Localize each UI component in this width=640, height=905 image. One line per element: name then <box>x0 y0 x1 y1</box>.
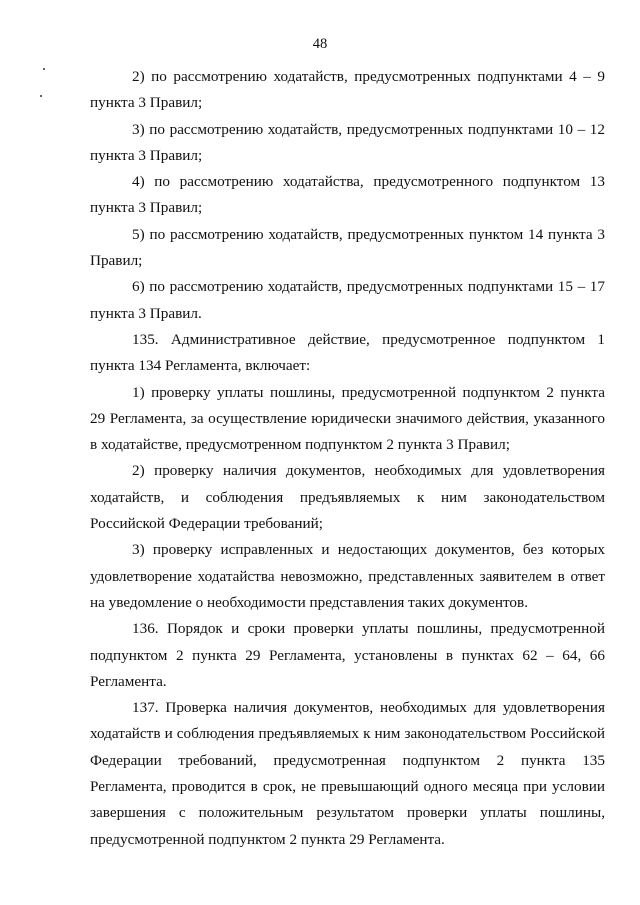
paragraph: 137. Проверка наличия документов, необходимых для удовлетворения ходатайств и соблюдения предъявляемых к ним законодательством Российской Федерации требований, предусмотренная подпунктом 2 пункта 135 Регламента, проводится в срок, не превышающий одного месяца при условии завершения с положительным результатом проверки уплаты пошлины, предусмотренной подпунктом 2 пункта 29 Регламента. <box>90 699 605 848</box>
paragraph: 2) по рассмотрению ходатайств, предусмотренных подпунктами 4 – 9 пункта 3 Правил; <box>90 68 605 112</box>
paragraph: 3) проверку исправленных и недостающих документов, без которых удовлетворение ходатайства невозможно, представленных заявителем в ответ на уведомление о необходимости представления таких документов. <box>90 541 605 611</box>
paragraph: 136. Порядок и сроки проверки уплаты пошлины, предусмотренной подпунктом 2 пункта 29 Регламента, установлены в пунктах 62 – 64, 66 Регламента. <box>90 620 605 690</box>
paragraph: 4) по рассмотрению ходатайства, предусмотренного подпунктом 13 пункта 3 Правил; <box>90 173 605 217</box>
page-number: 48 <box>312 36 328 52</box>
scan-speck <box>43 68 45 70</box>
scan-speck <box>40 95 42 97</box>
paragraph: 1) проверку уплаты пошлины, предусмотренной подпунктом 2 пункта 29 Регламента, за осуществление юридически значимого действия, указанного в ходатайстве, предусмотренном подпунктом 2 пункта 3 Правил; <box>90 383 605 454</box>
paragraph: 6) по рассмотрению ходатайств, предусмотренных подпунктами 15 – 17 пункта 3 Правил. <box>90 278 605 322</box>
paragraph: 135. Административное действие, предусмотренное подпунктом 1 пункта 134 Регламента, включает: <box>90 330 605 375</box>
paragraph: 3) по рассмотрению ходатайств, предусмотренных подпунктами 10 – 12 пункта 3 Правил; <box>90 120 605 164</box>
document-body <box>90 64 605 853</box>
paragraph: 5) по рассмотрению ходатайств, предусмотренных пунктом 14 пункта 3 Правил; <box>90 225 605 270</box>
paragraph: 2) проверку наличия документов, необходимых для удовлетворения ходатайств, и соблюдения предъявляемых к ним законодательством Российской Федерации требований; <box>90 462 605 533</box>
